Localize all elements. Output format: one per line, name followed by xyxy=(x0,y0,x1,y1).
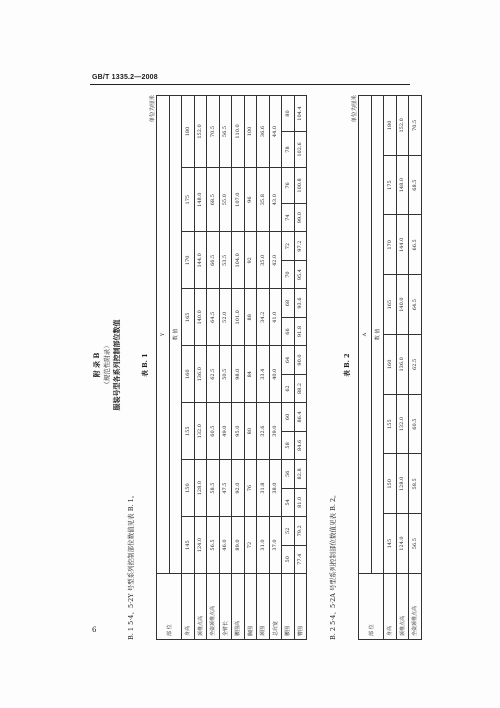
value-cell: 54 xyxy=(282,488,295,516)
value-cell: 80 xyxy=(244,403,257,460)
part-label: 总肩宽 xyxy=(269,574,282,640)
value-cell: 35.8 xyxy=(257,167,270,231)
value-cell: 36.6 xyxy=(257,96,270,168)
value-cell: 80 xyxy=(282,96,295,132)
value-cell: 70 xyxy=(282,260,295,288)
value-cell: 76 xyxy=(282,167,295,203)
value-cell: 62.5 xyxy=(207,346,220,403)
value-cell: 96 xyxy=(244,167,257,231)
value-cell: 37.0 xyxy=(269,517,282,574)
value-cell: 64 xyxy=(282,346,295,374)
table-row xyxy=(194,96,207,640)
value-cell: 40.0 xyxy=(269,346,282,403)
value-cell: 56.5 xyxy=(219,96,232,168)
value-cell: 46.0 xyxy=(219,517,232,574)
part-label: 身高 xyxy=(384,574,397,640)
value-header: 数 值 xyxy=(371,96,384,574)
table-row xyxy=(182,96,195,640)
value-cell: 92 xyxy=(244,232,257,289)
value-cell: 56.5 xyxy=(207,517,220,574)
value-cell: 110.0 xyxy=(232,96,245,168)
value-cell: 145 xyxy=(384,514,397,574)
part-label: 颈围 xyxy=(257,574,270,640)
value-cell: 82.8 xyxy=(294,460,307,488)
part-label: 胸围 xyxy=(244,574,257,640)
value-cell: 77.4 xyxy=(294,545,307,573)
value-cell: 100.8 xyxy=(294,167,307,203)
standard-number: GB/T 1335.2—2008 xyxy=(92,74,158,81)
value-cell: 95.0 xyxy=(232,403,245,460)
value-cell: 60.5 xyxy=(207,403,220,460)
type-label: A xyxy=(359,96,372,574)
value-cell: 43.0 xyxy=(269,167,282,231)
value-cell: 128.0 xyxy=(396,454,409,514)
table2-caption: 表 B. 2 xyxy=(343,353,351,377)
value-cell: 104.0 xyxy=(232,232,245,289)
table-row xyxy=(294,96,307,640)
value-cell: 64.5 xyxy=(409,275,422,335)
value-header: 数 值 xyxy=(169,96,182,574)
value-cell: 72 xyxy=(282,232,295,260)
value-cell: 39.0 xyxy=(269,403,282,460)
header-row xyxy=(359,96,372,640)
value-cell: 53.5 xyxy=(219,232,232,289)
value-cell: 76 xyxy=(244,460,257,517)
value-cell: 68 xyxy=(282,289,295,317)
table-row xyxy=(257,96,270,640)
value-cell: 89.0 xyxy=(232,517,245,574)
part-label: 坐姿颈椎点高 xyxy=(207,574,220,640)
value-cell: 38.0 xyxy=(269,460,282,517)
value-cell: 88.2 xyxy=(294,374,307,402)
value-cell: 160 xyxy=(182,346,195,403)
value-cell: 140.0 xyxy=(194,289,207,346)
value-cell: 165 xyxy=(182,289,195,346)
value-cell: 140.0 xyxy=(396,275,409,335)
part-label: 腰围高 xyxy=(232,574,245,640)
value-cell: 52.0 xyxy=(219,289,232,346)
value-cell: 155 xyxy=(384,394,397,454)
table-row xyxy=(244,96,257,640)
value-cell: 155 xyxy=(182,403,195,460)
value-cell: 79.2 xyxy=(294,517,307,545)
value-cell: 124.0 xyxy=(194,517,207,574)
table-row xyxy=(269,96,282,640)
value-cell: 34.2 xyxy=(257,289,270,346)
value-cell: 78 xyxy=(282,132,295,168)
value-cell: 160 xyxy=(384,335,397,395)
value-cell: 99.0 xyxy=(294,203,307,231)
value-cell: 44.0 xyxy=(269,96,282,168)
value-cell: 52 xyxy=(282,517,295,545)
value-cell: 150 xyxy=(182,460,195,517)
value-cell: 74 xyxy=(282,203,295,231)
section-b1-text: B. 1 5·4、5·2Y 号型系列控制部位数值见表 B. 1。 xyxy=(127,491,135,640)
value-cell: 148.0 xyxy=(396,155,409,215)
part-label: 颈椎点高 xyxy=(396,574,409,640)
value-cell: 93.6 xyxy=(294,289,307,317)
value-cell: 128.0 xyxy=(194,460,207,517)
table1-caption: 表 B. 1 xyxy=(141,353,149,377)
part-header: 部 位 xyxy=(359,574,384,640)
appendix-heading: 服装号型各系列控制部位数值 xyxy=(112,319,121,411)
value-cell: 170 xyxy=(384,215,397,275)
part-label: 腰围 xyxy=(282,574,295,640)
table-row xyxy=(219,96,232,640)
table-row xyxy=(384,96,397,640)
table-row xyxy=(282,96,295,640)
page-number: 6 xyxy=(92,626,97,634)
header-row xyxy=(157,96,170,640)
header-row xyxy=(169,96,182,640)
appendix-subtitle: （规范性附录） xyxy=(103,342,111,388)
part-label: 臀围 xyxy=(294,574,307,640)
table-row xyxy=(207,96,220,640)
value-cell: 50.5 xyxy=(219,346,232,403)
value-cell: 42.0 xyxy=(269,232,282,289)
value-cell: 144.0 xyxy=(194,232,207,289)
part-label: 全臂长 xyxy=(219,574,232,640)
value-cell: 68.5 xyxy=(409,155,422,215)
value-cell: 144.0 xyxy=(396,215,409,275)
value-cell: 170 xyxy=(182,232,195,289)
value-cell: 136.0 xyxy=(194,346,207,403)
value-cell: 101.0 xyxy=(232,289,245,346)
value-cell: 62 xyxy=(282,374,295,402)
value-cell: 91.8 xyxy=(294,317,307,345)
value-cell: 31.0 xyxy=(257,517,270,574)
value-cell: 175 xyxy=(384,155,397,215)
value-cell: 35.0 xyxy=(257,232,270,289)
value-cell: 90.0 xyxy=(294,346,307,374)
value-cell: 64.5 xyxy=(207,289,220,346)
section-b2-text: B. 2 5·4、5·2A 号型系列控制部位数值见表 B. 2。 xyxy=(329,491,337,640)
value-cell: 49.0 xyxy=(219,403,232,460)
value-cell: 104.4 xyxy=(294,96,307,132)
value-cell: 66.5 xyxy=(207,232,220,289)
value-cell: 60 xyxy=(282,403,295,431)
value-cell: 180 xyxy=(384,96,397,156)
rotated-content xyxy=(90,90,419,640)
value-cell: 124.0 xyxy=(396,514,409,574)
value-cell: 32.6 xyxy=(257,403,270,460)
value-cell: 58.5 xyxy=(409,454,422,514)
value-cell: 98.0 xyxy=(232,346,245,403)
value-cell: 62.5 xyxy=(409,335,422,395)
value-cell: 81.0 xyxy=(294,488,307,516)
value-cell: 165 xyxy=(384,275,397,335)
value-cell: 132.0 xyxy=(194,403,207,460)
value-cell: 58 xyxy=(282,431,295,459)
value-cell: 175 xyxy=(182,167,195,231)
value-cell: 70.5 xyxy=(409,96,422,156)
type-label: Y xyxy=(157,96,170,574)
value-cell: 58.5 xyxy=(207,460,220,517)
value-cell: 152.0 xyxy=(194,96,207,168)
value-cell: 100 xyxy=(244,96,257,168)
part-label: 颈椎点高 xyxy=(194,574,207,640)
value-cell: 107.0 xyxy=(232,167,245,231)
part-header: 部 位 xyxy=(157,574,182,640)
value-cell: 31.8 xyxy=(257,460,270,517)
value-cell: 97.2 xyxy=(294,232,307,260)
value-cell: 180 xyxy=(182,96,195,168)
value-cell: 33.4 xyxy=(257,346,270,403)
part-label: 身高 xyxy=(182,574,195,640)
table-b2 xyxy=(358,95,422,640)
value-cell: 86.4 xyxy=(294,403,307,431)
value-cell: 102.6 xyxy=(294,132,307,168)
table-row xyxy=(232,96,245,640)
value-cell: 145 xyxy=(182,517,195,574)
value-cell: 56.5 xyxy=(409,514,422,574)
table-row xyxy=(409,96,422,640)
value-cell: 88 xyxy=(244,289,257,346)
value-cell: 148.0 xyxy=(194,167,207,231)
table1-unit: 单位为厘米 xyxy=(150,95,156,123)
value-cell: 84.6 xyxy=(294,431,307,459)
value-cell: 136.0 xyxy=(396,335,409,395)
value-cell: 84 xyxy=(244,346,257,403)
value-cell: 70.5 xyxy=(207,96,220,168)
value-cell: 60.5 xyxy=(409,394,422,454)
value-cell: 95.4 xyxy=(294,260,307,288)
value-cell: 47.5 xyxy=(219,460,232,517)
header-row xyxy=(371,96,384,640)
part-label: 坐姿颈椎点高 xyxy=(409,574,422,640)
header-rule xyxy=(90,84,410,85)
value-cell: 50 xyxy=(282,545,295,573)
table-row xyxy=(396,96,409,640)
table2-unit: 单位为厘米 xyxy=(352,95,358,123)
value-cell: 152.0 xyxy=(396,96,409,156)
value-cell: 55.0 xyxy=(219,167,232,231)
value-cell: 41.0 xyxy=(269,289,282,346)
value-cell: 132.0 xyxy=(396,394,409,454)
value-cell: 56 xyxy=(282,460,295,488)
value-cell: 150 xyxy=(384,454,397,514)
appendix-title: 附 录 B xyxy=(92,352,101,378)
value-cell: 92.0 xyxy=(232,460,245,517)
value-cell: 66.5 xyxy=(409,215,422,275)
value-cell: 72 xyxy=(244,517,257,574)
table-b1 xyxy=(156,95,307,640)
value-cell: 66 xyxy=(282,317,295,345)
value-cell: 68.5 xyxy=(207,167,220,231)
